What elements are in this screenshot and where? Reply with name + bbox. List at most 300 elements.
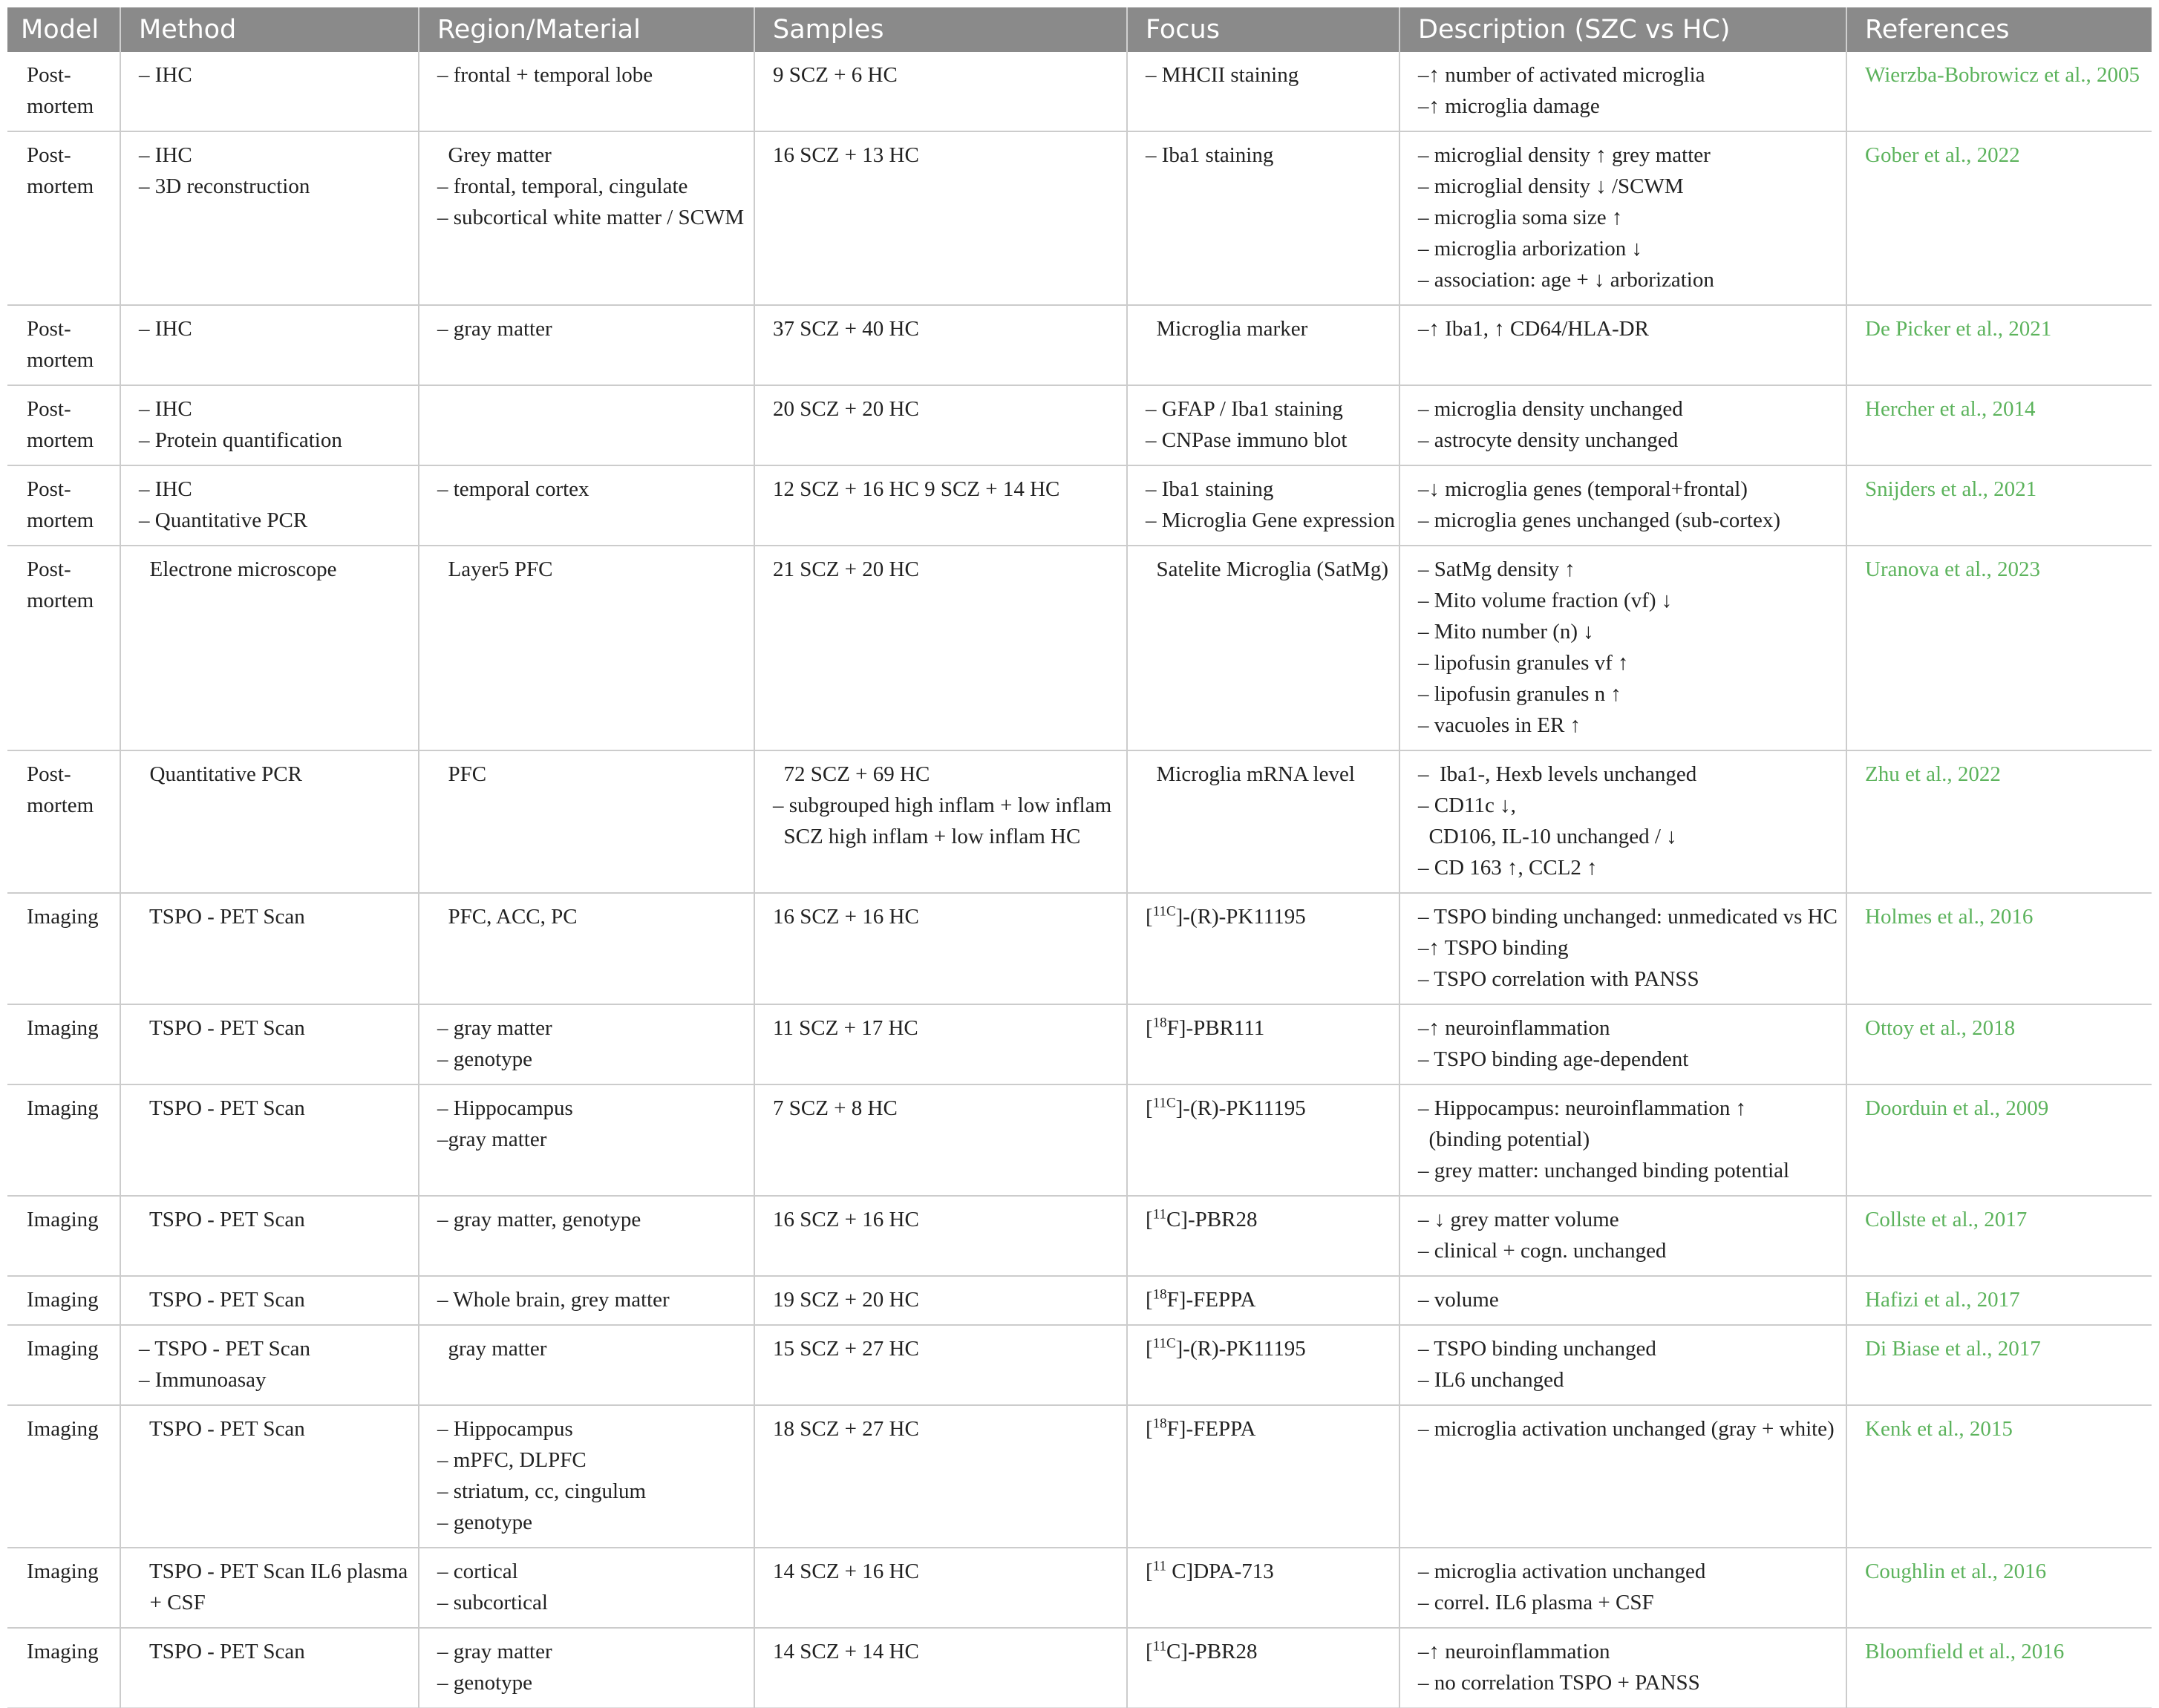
region-cell-line: – gray matter <box>437 1640 552 1663</box>
reference-link[interactable]: Snijders et al., 2021 <box>1865 477 2037 501</box>
model-cell-line: Imaging <box>27 1417 99 1441</box>
method-cell <box>120 1628 419 1708</box>
reference-link[interactable]: Bloomfield et al., 2016 <box>1865 1640 2065 1663</box>
method-cell-line: – IHC <box>139 397 192 421</box>
region-cell-line: – subcortical <box>437 1591 548 1614</box>
table-row <box>7 1405 2152 1548</box>
samples-cell <box>754 1405 1127 1548</box>
method-cell <box>120 1084 419 1196</box>
reference-link[interactable]: Wierzba-Bobrowicz et al., 2005 <box>1865 63 2140 87</box>
region-cell-line: – Hippocampus <box>437 1417 573 1441</box>
description-cell <box>1399 1628 1846 1708</box>
method-cell-line: – Immunoasay <box>139 1368 267 1392</box>
table-row <box>7 1325 2152 1405</box>
description-cell <box>1399 131 1846 305</box>
method-cell <box>120 465 419 546</box>
reference-cell <box>1846 893 2152 1004</box>
description-cell-line: – microglia genes unchanged (sub-cortex) <box>1418 508 1780 532</box>
method-cell-line: – Quantitative PCR <box>139 508 308 532</box>
samples-cell <box>754 546 1127 750</box>
region-cell-line: – temporal cortex <box>437 477 589 501</box>
focus-cell <box>1127 385 1399 465</box>
reference-link[interactable]: Uranova et al., 2023 <box>1865 557 2040 581</box>
description-cell <box>1399 385 1846 465</box>
region-cell <box>419 1325 754 1405</box>
region-cell-line: – genotype <box>437 1671 533 1695</box>
isotope-superscript: 18 <box>1152 1416 1167 1432</box>
reference-link[interactable]: Kenk et al., 2015 <box>1865 1417 2013 1441</box>
description-cell-line: – correl. IL6 plasma + CSF <box>1418 1591 1654 1614</box>
reference-cell <box>1846 465 2152 546</box>
region-cell <box>419 131 754 305</box>
region-cell-line: – cortical <box>437 1560 518 1583</box>
region-cell-line: – gray matter, genotype <box>437 1208 641 1231</box>
focus-cell-line: – Iba1 staining <box>1146 477 1274 501</box>
region-cell-line: PFC <box>437 762 487 786</box>
region-cell <box>419 1004 754 1084</box>
samples-cell <box>754 52 1127 131</box>
focus-cell <box>1127 1196 1399 1276</box>
samples-cell <box>754 465 1127 546</box>
description-cell-line: – TSPO binding unchanged <box>1418 1337 1656 1361</box>
model-cell <box>7 131 120 305</box>
description-cell-line: –↑ neuroinflammation <box>1418 1016 1610 1040</box>
samples-cell-line: 16 SCZ + 16 HC <box>773 905 919 929</box>
description-cell-line: – CD 163 ↑, CCL2 ↑ <box>1418 856 1598 880</box>
method-cell <box>120 305 419 385</box>
method-cell-line: – IHC <box>139 317 192 341</box>
method-cell-line: – 3D reconstruction <box>139 174 310 198</box>
description-cell-line: – microglial density ↑ grey matter <box>1418 143 1711 167</box>
reference-cell <box>1846 546 2152 750</box>
header-focus: Focus <box>1127 7 1399 52</box>
reference-link[interactable]: Collste et al., 2017 <box>1865 1208 2028 1231</box>
reference-link[interactable]: Holmes et al., 2016 <box>1865 905 2034 929</box>
focus-cell-line: Microglia marker <box>1146 317 1308 341</box>
model-cell <box>7 1405 120 1548</box>
isotope-superscript: 11 <box>1152 1558 1166 1574</box>
description-cell-line: – Hippocampus: neuroinflammation ↑ <box>1418 1096 1747 1120</box>
method-cell <box>120 1196 419 1276</box>
reference-cell <box>1846 385 2152 465</box>
region-cell <box>419 893 754 1004</box>
method-cell-line: TSPO - PET Scan <box>139 905 305 929</box>
method-cell <box>120 893 419 1004</box>
header-description: Description (SZC vs HC) <box>1399 7 1846 52</box>
focus-cell-line: – Iba1 staining <box>1146 143 1274 167</box>
region-cell-line: PFC, ACC, PC <box>437 905 578 929</box>
focus-cell-line: Satelite Microglia (SatMg) <box>1146 557 1388 581</box>
table-row <box>7 305 2152 385</box>
table-row <box>7 1548 2152 1628</box>
model-cell-line: Post- <box>27 143 71 167</box>
description-cell-line: – TSPO correlation with PANSS <box>1418 967 1699 991</box>
reference-link[interactable]: Hafizi et al., 2017 <box>1865 1288 2020 1312</box>
region-cell <box>419 1548 754 1628</box>
focus-cell <box>1127 305 1399 385</box>
reference-cell <box>1846 52 2152 131</box>
reference-cell <box>1846 305 2152 385</box>
samples-cell <box>754 1276 1127 1325</box>
model-cell-line: Imaging <box>27 1337 99 1361</box>
studies-table-container <box>7 7 2152 1708</box>
region-cell <box>419 750 754 893</box>
table-row <box>7 131 2152 305</box>
focus-cell <box>1127 750 1399 893</box>
header-model: Model <box>7 7 120 52</box>
description-cell <box>1399 465 1846 546</box>
description-cell-line: – Iba1-, Hexb levels unchanged <box>1418 762 1697 786</box>
model-cell-line: Post- <box>27 557 71 581</box>
description-cell <box>1399 546 1846 750</box>
description-cell <box>1399 52 1846 131</box>
model-cell <box>7 1325 120 1405</box>
isotope-superscript: 11 <box>1152 1638 1166 1655</box>
description-cell-line: –↑ Iba1, ↑ CD64/HLA-DR <box>1418 317 1649 341</box>
description-cell-line: – vacuoles in ER ↑ <box>1418 713 1581 737</box>
reference-link[interactable]: Hercher et al., 2014 <box>1865 397 2036 421</box>
model-cell-line: mortem <box>27 794 94 817</box>
focus-cell <box>1127 1276 1399 1325</box>
description-cell-line: – grey matter: unchanged binding potential <box>1418 1159 1790 1182</box>
samples-cell-line: 16 SCZ + 13 HC <box>773 143 919 167</box>
focus-cell-line: – MHCII staining <box>1146 63 1299 87</box>
region-cell-line: gray matter <box>437 1337 547 1361</box>
model-cell-line: Post- <box>27 477 71 501</box>
header-region: Region/Material <box>419 7 754 52</box>
reference-cell <box>1846 1084 2152 1196</box>
samples-cell-line: SCZ high inflam + low inflam HC <box>773 825 1081 848</box>
studies-table <box>7 7 2152 1708</box>
region-cell-line: – genotype <box>437 1047 533 1071</box>
table-row <box>7 465 2152 546</box>
method-cell <box>120 1276 419 1325</box>
samples-cell-line: 11 SCZ + 17 HC <box>773 1016 918 1040</box>
reference-cell <box>1846 131 2152 305</box>
model-cell-line: mortem <box>27 94 94 118</box>
method-cell <box>120 1548 419 1628</box>
model-cell <box>7 52 120 131</box>
region-cell-line: – gray matter <box>437 1016 552 1040</box>
description-cell <box>1399 1405 1846 1548</box>
focus-cell-line: [$^{11C}$]-(R)-PK11195 <box>1146 1095 1306 1120</box>
method-cell-line: TSPO - PET Scan <box>139 1016 305 1040</box>
samples-cell <box>754 385 1127 465</box>
reference-link[interactable]: Doorduin et al., 2009 <box>1865 1096 2049 1120</box>
model-cell <box>7 1548 120 1628</box>
description-cell-line: – lipofusin granules vf ↑ <box>1418 651 1629 675</box>
focus-cell-line: [$^{11C}$]-(R)-PK11195 <box>1146 1335 1306 1361</box>
region-cell <box>419 1405 754 1548</box>
model-cell-line: Imaging <box>27 1288 99 1312</box>
samples-cell <box>754 1548 1127 1628</box>
method-cell-line: TSPO - PET Scan <box>139 1208 305 1231</box>
reference-cell <box>1846 1325 2152 1405</box>
samples-cell <box>754 1628 1127 1708</box>
description-cell-line: – clinical + cogn. unchanged <box>1418 1239 1667 1263</box>
description-cell-line: – microglia arborization ↓ <box>1418 237 1642 261</box>
method-cell <box>120 750 419 893</box>
model-cell <box>7 305 120 385</box>
isotope-superscript: 18 <box>1152 1015 1167 1031</box>
table-row <box>7 1628 2152 1708</box>
description-cell <box>1399 1276 1846 1325</box>
model-cell <box>7 1628 120 1708</box>
model-cell <box>7 546 120 750</box>
focus-cell-line: [$^{11}$C]-PBR28 <box>1146 1206 1258 1231</box>
model-cell <box>7 465 120 546</box>
focus-cell-line: [$^{18}$F]-FEPPA <box>1146 1286 1256 1312</box>
method-cell-line: + CSF <box>139 1591 206 1614</box>
model-cell-line: mortem <box>27 174 94 198</box>
table-row <box>7 1196 2152 1276</box>
samples-cell-line: 37 SCZ + 40 HC <box>773 317 919 341</box>
samples-cell-line: 20 SCZ + 20 HC <box>773 397 919 421</box>
region-cell-line: – gray matter <box>437 317 552 341</box>
samples-cell-line: 18 SCZ + 27 HC <box>773 1417 919 1441</box>
focus-cell <box>1127 1084 1399 1196</box>
isotope-superscript: 11C <box>1152 1335 1176 1352</box>
method-cell-line: TSPO - PET Scan <box>139 1417 305 1441</box>
region-cell-line: – Hippocampus <box>437 1096 573 1120</box>
focus-cell <box>1127 465 1399 546</box>
focus-cell <box>1127 1405 1399 1548</box>
samples-cell <box>754 750 1127 893</box>
model-cell <box>7 1196 120 1276</box>
region-cell-line: Grey matter <box>437 143 552 167</box>
samples-cell-line: 7 SCZ + 8 HC <box>773 1096 898 1120</box>
description-cell-line: – TSPO binding unchanged: unmedicated vs HC <box>1418 905 1838 929</box>
method-cell-line: – Protein quantification <box>139 428 342 452</box>
focus-cell <box>1127 1628 1399 1708</box>
model-cell-line: Imaging <box>27 1016 99 1040</box>
description-cell-line: – microglia activation unchanged (gray + white) <box>1418 1417 1835 1441</box>
focus-cell <box>1127 1548 1399 1628</box>
region-cell <box>419 1276 754 1325</box>
focus-cell-line: – Microglia Gene expression <box>1146 508 1395 532</box>
method-cell-line: – IHC <box>139 63 192 87</box>
region-cell-line: – genotype <box>437 1511 533 1534</box>
region-cell <box>419 305 754 385</box>
description-cell-line: – ↓ grey matter volume <box>1418 1208 1619 1231</box>
samples-cell <box>754 1325 1127 1405</box>
description-cell-line: – lipofusin granules n ↑ <box>1418 682 1621 706</box>
method-cell <box>120 385 419 465</box>
method-cell <box>120 1004 419 1084</box>
reference-link[interactable]: Gober et al., 2022 <box>1865 143 2020 167</box>
table-body <box>7 52 2152 1708</box>
model-cell <box>7 1084 120 1196</box>
table-row <box>7 893 2152 1004</box>
isotope-superscript: 11 <box>1152 1206 1166 1223</box>
table-row <box>7 750 2152 893</box>
description-cell-line: – microglia activation unchanged <box>1418 1560 1706 1583</box>
region-cell-line: –gray matter <box>437 1128 547 1151</box>
description-cell-line: –↑ TSPO binding <box>1418 936 1569 960</box>
model-cell <box>7 385 120 465</box>
region-cell <box>419 52 754 131</box>
description-cell <box>1399 1325 1846 1405</box>
reference-cell <box>1846 1548 2152 1628</box>
description-cell-line: – microglial density ↓ /SCWM <box>1418 174 1684 198</box>
samples-cell-line: – subgrouped high inflam + low inflam <box>773 794 1112 817</box>
samples-cell <box>754 893 1127 1004</box>
method-cell-line: TSPO - PET Scan <box>139 1288 305 1312</box>
isotope-superscript: 11C <box>1152 1095 1176 1111</box>
description-cell <box>1399 305 1846 385</box>
focus-cell <box>1127 893 1399 1004</box>
reference-link[interactable]: De Picker et al., 2021 <box>1865 317 2052 341</box>
description-cell <box>1399 893 1846 1004</box>
model-cell-line: mortem <box>27 348 94 372</box>
focus-cell-line: [$^{11}$ C]DPA-713 <box>1146 1558 1274 1583</box>
model-cell <box>7 750 120 893</box>
region-cell-line: – Whole brain, grey matter <box>437 1288 670 1312</box>
reference-link[interactable]: Ottoy et al., 2018 <box>1865 1016 2016 1040</box>
method-cell <box>120 1325 419 1405</box>
method-cell-line: Quantitative PCR <box>139 762 302 786</box>
samples-cell <box>754 1196 1127 1276</box>
region-cell-line: – mPFC, DLPFC <box>437 1448 587 1472</box>
description-cell-line: –↑ number of activated microglia <box>1418 63 1705 87</box>
reference-link[interactable]: Di Biase et al., 2017 <box>1865 1337 2041 1361</box>
description-cell <box>1399 1084 1846 1196</box>
samples-cell-line: 19 SCZ + 20 HC <box>773 1288 919 1312</box>
description-cell-line: – Mito volume fraction (vf) ↓ <box>1418 589 1673 612</box>
model-cell-line: Imaging <box>27 1640 99 1663</box>
region-cell-line: – frontal + temporal lobe <box>437 63 653 87</box>
description-cell-line: –↑ microglia damage <box>1418 94 1600 118</box>
reference-cell <box>1846 1196 2152 1276</box>
description-cell-line: –↑ neuroinflammation <box>1418 1640 1610 1663</box>
reference-link[interactable]: Coughlin et al., 2016 <box>1865 1560 2047 1583</box>
model-cell-line: Post- <box>27 762 71 786</box>
table-row <box>7 385 2152 465</box>
description-cell-line: – TSPO binding age-dependent <box>1418 1047 1689 1071</box>
focus-cell-line: [$^{18}$F]-PBR111 <box>1146 1015 1265 1040</box>
region-cell <box>419 546 754 750</box>
focus-cell <box>1127 131 1399 305</box>
samples-cell <box>754 305 1127 385</box>
samples-cell <box>754 1084 1127 1196</box>
table-row <box>7 1004 2152 1084</box>
method-cell-line: – IHC <box>139 477 192 501</box>
method-cell-line: TSPO - PET Scan IL6 plasma <box>139 1560 408 1583</box>
samples-cell-line: 14 SCZ + 14 HC <box>773 1640 919 1663</box>
isotope-superscript: 11C <box>1152 903 1176 920</box>
focus-cell-line: – GFAP / Iba1 staining <box>1146 397 1343 421</box>
method-cell <box>120 52 419 131</box>
focus-cell <box>1127 1325 1399 1405</box>
reference-cell <box>1846 1405 2152 1548</box>
description-cell-line: – astrocyte density unchanged <box>1418 428 1679 452</box>
samples-cell-line: 15 SCZ + 27 HC <box>773 1337 919 1361</box>
samples-cell-line: 21 SCZ + 20 HC <box>773 557 919 581</box>
method-cell-line: TSPO - PET Scan <box>139 1640 305 1663</box>
method-cell-line: – IHC <box>139 143 192 167</box>
reference-cell <box>1846 1004 2152 1084</box>
focus-cell-line: – CNPase immuno blot <box>1146 428 1348 452</box>
samples-cell-line: 12 SCZ + 16 HC 9 SCZ + 14 HC <box>773 477 1060 501</box>
header-samples: Samples <box>754 7 1127 52</box>
description-cell-line: – microglia density unchanged <box>1418 397 1683 421</box>
model-cell-line: mortem <box>27 508 94 532</box>
description-cell-line: – microglia soma size ↑ <box>1418 206 1623 229</box>
region-cell-line: Layer5 PFC <box>437 557 553 581</box>
description-cell <box>1399 1548 1846 1628</box>
description-cell <box>1399 1004 1846 1084</box>
method-cell-line: Electrone microscope <box>139 557 337 581</box>
description-cell-line: – no correlation TSPO + PANSS <box>1418 1671 1700 1695</box>
model-cell-line: mortem <box>27 428 94 452</box>
model-cell-line: Imaging <box>27 1208 99 1231</box>
focus-cell-line: Microglia mRNA level <box>1146 762 1355 786</box>
model-cell-line: mortem <box>27 589 94 612</box>
region-cell <box>419 1628 754 1708</box>
description-cell-line: CD106, IL-10 unchanged / ↓ <box>1418 825 1677 848</box>
description-cell-line: – SatMg density ↑ <box>1418 557 1575 581</box>
region-cell-line: – subcortical white matter / SCWM <box>437 206 745 229</box>
focus-cell-line: [$^{11}$C]-PBR28 <box>1146 1638 1258 1663</box>
samples-cell-line: 16 SCZ + 16 HC <box>773 1208 919 1231</box>
model-cell-line: Post- <box>27 397 71 421</box>
focus-cell-line: [$^{18}$F]-FEPPA <box>1146 1416 1256 1441</box>
region-cell <box>419 1196 754 1276</box>
table-row <box>7 52 2152 131</box>
method-cell <box>120 546 419 750</box>
header-method: Method <box>120 7 419 52</box>
focus-cell <box>1127 546 1399 750</box>
samples-cell-line: 72 SCZ + 69 HC <box>773 762 930 786</box>
reference-cell <box>1846 750 2152 893</box>
reference-cell <box>1846 1628 2152 1708</box>
model-cell <box>7 893 120 1004</box>
table-row <box>7 1084 2152 1196</box>
focus-cell <box>1127 1004 1399 1084</box>
model-cell-line: Imaging <box>27 905 99 929</box>
description-cell-line: – Mito number (n) ↓ <box>1418 620 1594 644</box>
table-row <box>7 546 2152 750</box>
method-cell-line: TSPO - PET Scan <box>139 1096 305 1120</box>
description-cell <box>1399 750 1846 893</box>
description-cell-line: – IL6 unchanged <box>1418 1368 1564 1392</box>
description-cell-line: – association: age + ↓ arborization <box>1418 268 1714 292</box>
region-cell-line: – striatum, cc, cingulum <box>437 1479 647 1503</box>
method-cell <box>120 1405 419 1548</box>
description-cell <box>1399 1196 1846 1276</box>
reference-cell <box>1846 1276 2152 1325</box>
region-cell <box>419 465 754 546</box>
reference-link[interactable]: Zhu et al., 2022 <box>1865 762 2001 786</box>
region-cell <box>419 385 754 465</box>
samples-cell-line: 14 SCZ + 16 HC <box>773 1560 919 1583</box>
table-row <box>7 1276 2152 1325</box>
method-cell-line: – TSPO - PET Scan <box>139 1337 310 1361</box>
header-references: References <box>1846 7 2152 52</box>
table-header <box>7 7 2152 52</box>
description-cell-line: (binding potential) <box>1418 1128 1590 1151</box>
samples-cell-line: 9 SCZ + 6 HC <box>773 63 898 87</box>
focus-cell-line: [$^{11C}$]-(R)-PK11195 <box>1146 903 1306 929</box>
isotope-superscript: 18 <box>1152 1286 1167 1303</box>
model-cell-line: Imaging <box>27 1096 99 1120</box>
samples-cell <box>754 1004 1127 1084</box>
method-cell <box>120 131 419 305</box>
description-cell-line: –↓ microglia genes (temporal+frontal) <box>1418 477 1748 501</box>
focus-cell <box>1127 52 1399 131</box>
description-cell-line: – CD11c ↓, <box>1418 794 1516 817</box>
region-cell <box>419 1084 754 1196</box>
